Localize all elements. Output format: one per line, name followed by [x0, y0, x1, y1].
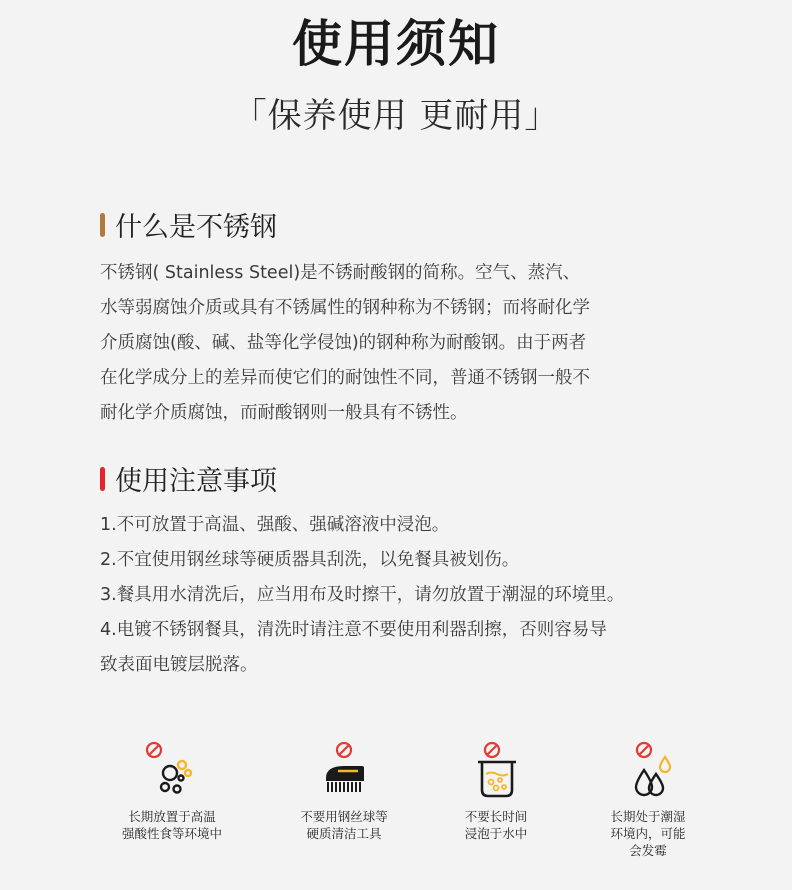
section-marker-bar: [100, 467, 105, 491]
section-heading-precautions: [100, 459, 277, 498]
precaution-item: 3.餐具用水清洗后，应当用布及时擦干，请勿放置于潮湿的环境里。: [100, 585, 625, 605]
warning-caption: 不要用钢丝球等 硬质清洁工具: [300, 809, 388, 841]
pot-icon: [456, 740, 536, 802]
warning-icons-row: [0, 740, 792, 880]
paragraph-line: 在化学成分上的差异而使它们的耐蚀性不同，普通不锈钢一般不: [100, 368, 590, 388]
paragraph-line: 介质腐蚀(酸、碱、盐等化学侵蚀)的钢种称为耐酸钢。由于两者: [100, 333, 587, 353]
warning-caption: 长期放置于高温 强酸性食等环境中: [121, 809, 222, 841]
paragraph-line: 水等弱腐蚀介质或具有不锈属性的钢种称为不锈钢；而将耐化学: [100, 298, 590, 318]
bubbles-icon: [132, 740, 212, 802]
warning-item-humidity: [573, 740, 723, 859]
warning-item-brush: [269, 740, 419, 842]
precaution-item: 1.不可放置于高温、强酸、强碱溶液中浸泡。: [100, 515, 450, 535]
brush-icon: [304, 740, 384, 802]
paragraph-line: 不锈钢( Stainless Steel)是不锈耐酸钢的简称。空气、蒸汽、: [100, 263, 581, 283]
warning-caption: 长期处于潮湿 环境内，可能 会发霉: [610, 809, 686, 858]
section-heading-stainless: [100, 205, 277, 244]
warning-item-heat-acid: [97, 740, 247, 842]
warning-caption: 不要长时间 浸泡于水中: [464, 809, 528, 841]
precaution-item: 4.电镀不锈钢餐具，清洗时请注意不要使用利器刮擦，否则容易导: [100, 620, 607, 640]
page-title: 使用须知: [292, 15, 500, 73]
warning-item-soak: [421, 740, 571, 842]
section-title: 使用注意事项: [115, 466, 277, 497]
section-marker-bar: [100, 213, 105, 237]
stainless-description: [100, 256, 740, 431]
precaution-item: 2.不宜使用钢丝球等硬质器具刮洗，以免餐具被划伤。: [100, 550, 520, 570]
precaution-item: 致表面电镀层脱落。: [100, 655, 258, 675]
water-drops-icon: [608, 740, 688, 802]
precautions-list: [100, 508, 740, 683]
paragraph-line: 耐化学介质腐蚀，而耐酸钢则一般具有不锈性。: [100, 403, 468, 423]
page-subtitle: 「保养使用 更耐用」: [232, 96, 560, 136]
section-title: 什么是不锈钢: [115, 212, 277, 243]
